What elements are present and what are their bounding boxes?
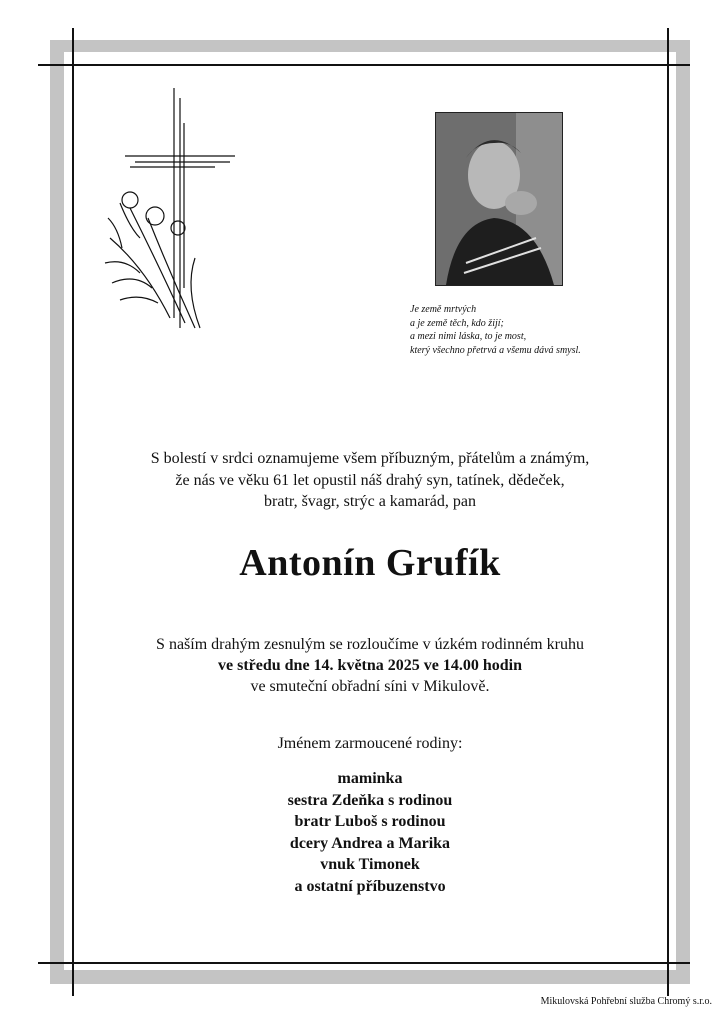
farewell-date: ve středu dne 14. května 2025 ve 14.00 hodin xyxy=(217,657,523,674)
poem-line: Je země mrtvých xyxy=(410,304,477,315)
frame-line-top xyxy=(38,64,690,66)
intro-line: bratr, švagr, strýc a kamarád, pan xyxy=(264,493,476,510)
family-member: maminka xyxy=(337,770,403,787)
family-member: a ostatní příbuzenstvo xyxy=(294,877,446,895)
poem-line: který všechno přetrvá a všemu dává smysl. xyxy=(410,344,581,356)
poem-line: a mezi nimi láska, to je most, xyxy=(410,331,527,342)
farewell-line: S naším drahým zesnulým se rozloučíme v úzkém rodinném kruhu xyxy=(156,636,584,653)
farewell-text xyxy=(64,634,676,697)
family-member: sestra Zdeňka s rodinou xyxy=(287,791,453,809)
frame-line-bottom xyxy=(38,962,690,964)
family-member: dcery Andrea a Marika xyxy=(289,834,451,852)
intro-line: S bolestí v srdci oznamujeme všem příbuzným, přátelům a známým, xyxy=(150,450,590,467)
announcement-text xyxy=(64,448,676,513)
funeral-service-credit: Mikulovská Pohřební služba Chromý s.r.o. xyxy=(540,996,712,1007)
farewell-place: ve smuteční obřadní síni v Mikulově. xyxy=(250,678,490,695)
family-member: bratr Luboš s rodinou xyxy=(294,813,446,830)
cross-with-flowers-icon xyxy=(100,88,240,338)
family-list xyxy=(64,768,676,897)
poem-line: a je země těch, kdo žijí; xyxy=(410,317,504,329)
portrait-photo xyxy=(435,112,563,286)
poem xyxy=(410,303,650,357)
family-heading: Jménem zarmoucené rodiny: xyxy=(277,735,463,752)
family-member: vnuk Timonek xyxy=(320,856,420,873)
intro-line: že nás ve věku 61 let opustil náš drahý syn, tatínek, dědeček, xyxy=(175,471,565,489)
deceased-name: Antonín Grufík xyxy=(239,542,501,584)
